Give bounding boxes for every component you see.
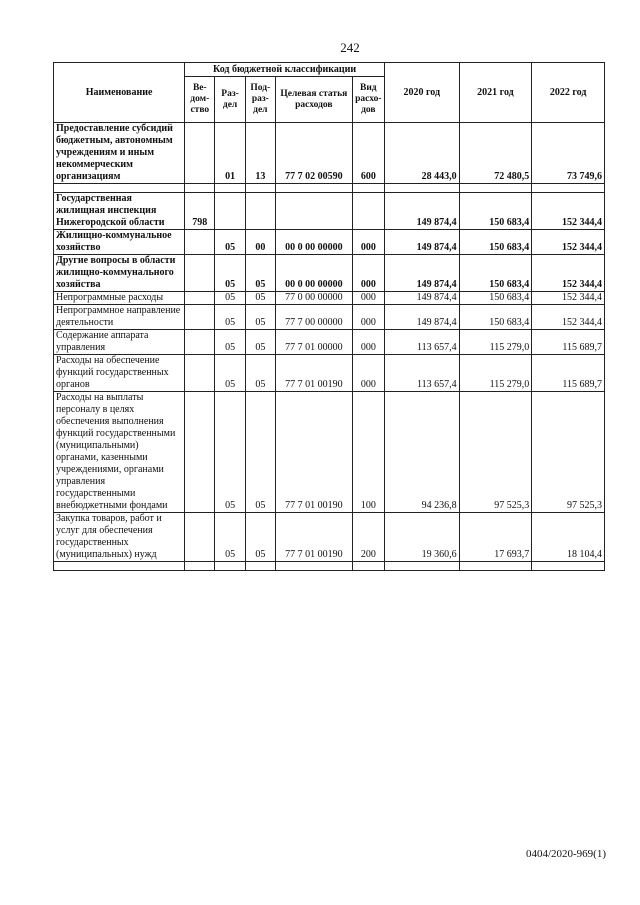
row-subsection: 05 xyxy=(245,355,275,392)
row-2021-amount: 150 683,4 xyxy=(459,193,532,230)
row-expense-type: 600 xyxy=(352,123,384,184)
row-target-item: 77 7 01 00190 xyxy=(275,355,352,392)
row-department xyxy=(185,255,215,292)
row-name: Закупка товаров, работ и услуг для обеспечения государственных (муниципальных) нужд xyxy=(54,513,185,562)
row-subsection xyxy=(245,562,275,571)
header-2021: 2021 год xyxy=(459,63,532,123)
row-target-item: 00 0 00 00000 xyxy=(275,230,352,255)
row-2020-amount: 149 874,4 xyxy=(384,292,459,305)
header-department: Ве-дом-ство xyxy=(185,77,215,123)
row-department xyxy=(185,123,215,184)
header-subsection: Под-раз-дел xyxy=(245,77,275,123)
row-2021-amount: 97 525,3 xyxy=(459,392,532,513)
row-section: 05 xyxy=(215,292,245,305)
table-row xyxy=(54,513,605,562)
row-section xyxy=(215,193,245,230)
row-2021-amount xyxy=(459,184,532,193)
row-subsection: 05 xyxy=(245,255,275,292)
row-2021-amount: 115 279,0 xyxy=(459,330,532,355)
row-2020-amount: 28 443,0 xyxy=(384,123,459,184)
table-row xyxy=(54,355,605,392)
row-section: 05 xyxy=(215,255,245,292)
table-row xyxy=(54,230,605,255)
row-section xyxy=(215,184,245,193)
row-subsection: 05 xyxy=(245,392,275,513)
header-expense-type: Вид расхо-дов xyxy=(352,77,384,123)
row-name: Жилищно-коммунальное хозяйство xyxy=(54,230,185,255)
row-name: Другие вопросы в области жилищно-коммунального хозяйства xyxy=(54,255,185,292)
row-2021-amount: 150 683,4 xyxy=(459,255,532,292)
row-target-item: 77 7 01 00190 xyxy=(275,392,352,513)
header-target-item: Целевая статья расходов xyxy=(275,77,352,123)
row-expense-type: 100 xyxy=(352,392,384,513)
row-section: 05 xyxy=(215,513,245,562)
table-body xyxy=(54,123,605,571)
row-2022-amount: 73 749,6 xyxy=(532,123,605,184)
document-code: 0404/2020-969(1) xyxy=(525,848,606,860)
row-expense-type: 000 xyxy=(352,255,384,292)
row-2020-amount xyxy=(384,184,459,193)
row-2022-amount: 97 525,3 xyxy=(532,392,605,513)
row-name: Непрограммное направление деятельности xyxy=(54,305,185,330)
row-subsection: 05 xyxy=(245,513,275,562)
row-department: 798 xyxy=(185,193,215,230)
row-name: Непрограммные расходы xyxy=(54,292,185,305)
row-section: 05 xyxy=(215,305,245,330)
table-row xyxy=(54,292,605,305)
row-subsection: 00 xyxy=(245,230,275,255)
row-2020-amount xyxy=(384,562,459,571)
row-section: 05 xyxy=(215,330,245,355)
row-2020-amount: 113 657,4 xyxy=(384,330,459,355)
row-subsection: 05 xyxy=(245,292,275,305)
row-2020-amount: 19 360,6 xyxy=(384,513,459,562)
row-target-item xyxy=(275,184,352,193)
table-row xyxy=(54,184,605,193)
row-department xyxy=(185,292,215,305)
table-row xyxy=(54,305,605,330)
row-subsection xyxy=(245,184,275,193)
row-target-item: 77 0 00 00000 xyxy=(275,292,352,305)
row-name: Предоставление субсидий бюджетным, автономным учреждениям и иным некоммерческим организациям xyxy=(54,123,185,184)
row-2022-amount xyxy=(532,562,605,571)
row-name: Расходы на обеспечение функций государственных органов xyxy=(54,355,185,392)
row-2022-amount: 152 344,4 xyxy=(532,255,605,292)
table-row xyxy=(54,123,605,184)
row-expense-type: 000 xyxy=(352,292,384,305)
row-2020-amount: 149 874,4 xyxy=(384,193,459,230)
row-2021-amount: 150 683,4 xyxy=(459,230,532,255)
table-row xyxy=(54,562,605,571)
row-expense-type xyxy=(352,562,384,571)
row-name xyxy=(54,184,185,193)
row-expense-type xyxy=(352,184,384,193)
row-2022-amount: 152 344,4 xyxy=(532,230,605,255)
row-2022-amount: 152 344,4 xyxy=(532,292,605,305)
row-subsection: 05 xyxy=(245,330,275,355)
row-2021-amount: 72 480,5 xyxy=(459,123,532,184)
row-target-item: 00 0 00 00000 xyxy=(275,255,352,292)
row-department xyxy=(185,513,215,562)
row-2021-amount: 115 279,0 xyxy=(459,355,532,392)
row-department xyxy=(185,230,215,255)
table-row xyxy=(54,255,605,292)
row-department xyxy=(185,330,215,355)
row-2021-amount: 17 693,7 xyxy=(459,513,532,562)
row-target-item: 77 7 02 00590 xyxy=(275,123,352,184)
row-subsection: 13 xyxy=(245,123,275,184)
table-row xyxy=(54,392,605,513)
row-expense-type: 000 xyxy=(352,230,384,255)
budget-table xyxy=(53,62,605,571)
row-subsection xyxy=(245,193,275,230)
row-2021-amount: 150 683,4 xyxy=(459,292,532,305)
row-2022-amount: 152 344,4 xyxy=(532,305,605,330)
row-target-item xyxy=(275,562,352,571)
table-header xyxy=(54,63,605,123)
row-2020-amount: 149 874,4 xyxy=(384,230,459,255)
row-expense-type: 000 xyxy=(352,355,384,392)
row-section: 05 xyxy=(215,230,245,255)
row-2022-amount: 115 689,7 xyxy=(532,355,605,392)
header-2022: 2022 год xyxy=(532,63,605,123)
row-2022-amount: 115 689,7 xyxy=(532,330,605,355)
row-section: 05 xyxy=(215,392,245,513)
row-expense-type: 000 xyxy=(352,330,384,355)
page-number: 242 xyxy=(340,40,360,55)
row-2020-amount: 94 236,8 xyxy=(384,392,459,513)
row-name: Содержание аппарата управления xyxy=(54,330,185,355)
row-subsection: 05 xyxy=(245,305,275,330)
row-name xyxy=(54,562,185,571)
table-row xyxy=(54,330,605,355)
header-2020: 2020 год xyxy=(384,63,459,123)
row-2022-amount: 152 344,4 xyxy=(532,193,605,230)
table-row xyxy=(54,193,605,230)
row-expense-type: 200 xyxy=(352,513,384,562)
header-section: Раз-дел xyxy=(215,77,245,123)
row-target-item: 77 7 01 00000 xyxy=(275,330,352,355)
row-2021-amount xyxy=(459,562,532,571)
row-target-item xyxy=(275,193,352,230)
header-name: Наименование xyxy=(54,63,185,123)
row-department xyxy=(185,355,215,392)
row-expense-type: 000 xyxy=(352,305,384,330)
header-code-group: Код бюджетной классификации xyxy=(185,63,385,77)
row-2020-amount: 113 657,4 xyxy=(384,355,459,392)
row-department xyxy=(185,562,215,571)
row-2020-amount: 149 874,4 xyxy=(384,305,459,330)
row-target-item: 77 7 01 00190 xyxy=(275,513,352,562)
row-section xyxy=(215,562,245,571)
row-department xyxy=(185,184,215,193)
row-department xyxy=(185,305,215,330)
row-name: Государственная жилищная инспекция Нижегородской области xyxy=(54,193,185,230)
row-target-item: 77 7 00 00000 xyxy=(275,305,352,330)
row-name: Расходы на выплаты персоналу в целях обеспечения выполнения функций государственными (муниципальными) органами, казенными учреждениями, органами управления государственными внебюджетными фондами xyxy=(54,392,185,513)
row-section: 01 xyxy=(215,123,245,184)
row-2020-amount: 149 874,4 xyxy=(384,255,459,292)
row-department xyxy=(185,392,215,513)
row-2022-amount xyxy=(532,184,605,193)
row-2021-amount: 150 683,4 xyxy=(459,305,532,330)
row-section: 05 xyxy=(215,355,245,392)
row-2022-amount: 18 104,4 xyxy=(532,513,605,562)
row-expense-type xyxy=(352,193,384,230)
